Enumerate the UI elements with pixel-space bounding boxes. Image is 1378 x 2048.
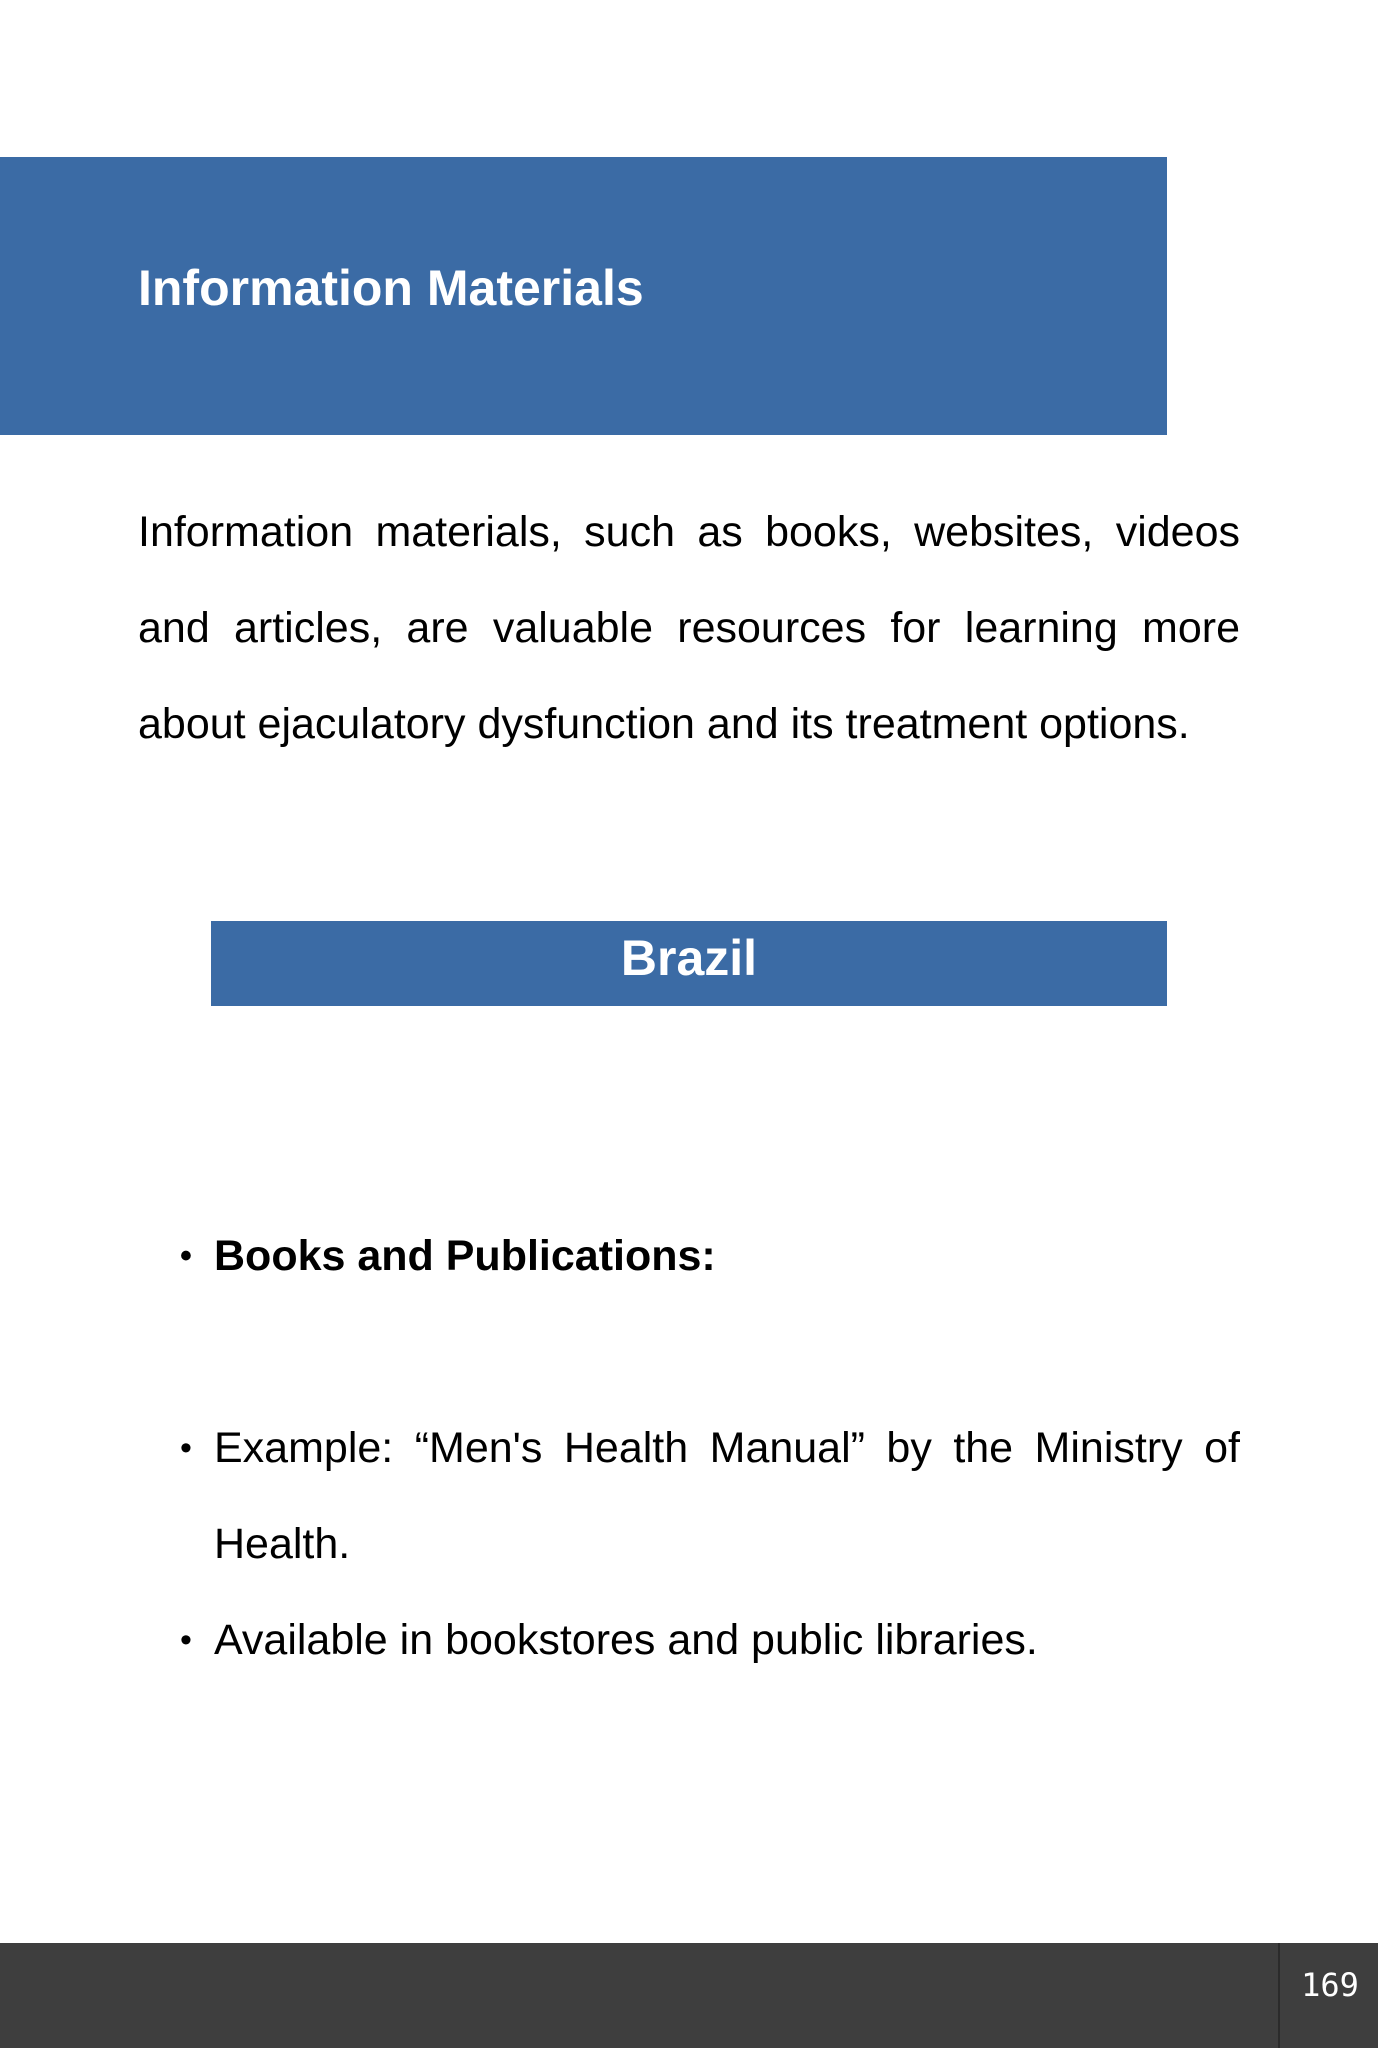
page-number: 169 [1301,1966,1359,2004]
bullet-text: Example: “Men's Health Manual” by the Ministry of Health. [214,1424,1240,1568]
footer-divider [1278,1943,1280,2048]
footer-bar [0,1943,1378,2048]
bullet-example [180,1400,1240,1592]
bullet-text: Books and Publications: [214,1232,716,1280]
bullet-books-heading [180,1208,1240,1304]
bullet-icon: • [180,1237,192,1275]
intro-paragraph: Information materials, such as books, websites, videos and articles, are valuable resources for learning more about ejaculatory dysfunction and its treatment options. [138,508,1240,748]
bullet-icon: • [180,1429,192,1467]
bullet-text: Available in bookstores and public libraries. [214,1616,1038,1664]
page-title: Information Materials [138,260,644,316]
bullet-availability [180,1592,1240,1688]
country-heading: Brazil [620,929,758,986]
bullet-icon: • [180,1621,192,1659]
country-heading-band [211,921,1167,1006]
